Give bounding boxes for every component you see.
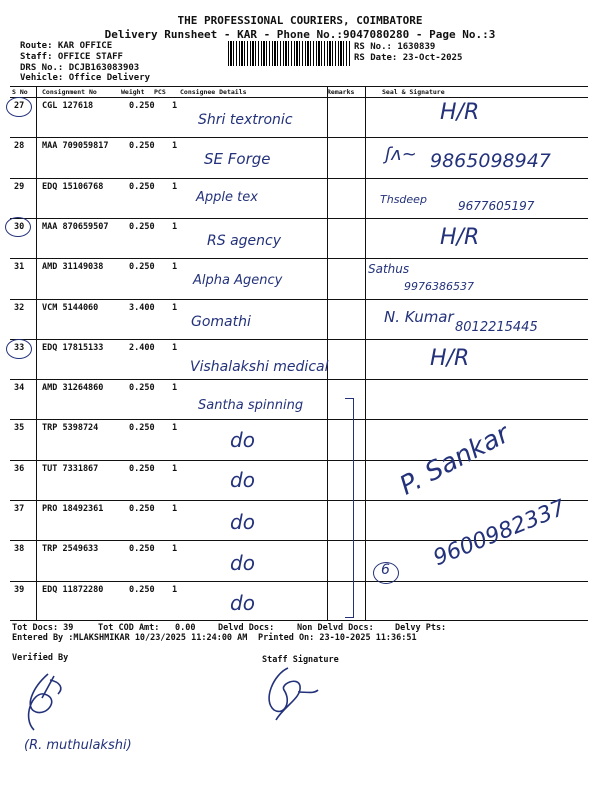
cell-sno: 37: [14, 504, 25, 514]
cell-pcs: 1: [172, 302, 178, 313]
verifier-name: (R. muthulakshi): [24, 738, 132, 753]
staff-signature-label: Staff Signature: [262, 655, 339, 665]
cell-sno: 33: [14, 342, 25, 353]
cell-sno: 36: [14, 463, 25, 474]
cell-sno: 34: [14, 383, 25, 394]
route-label: Route: KAR OFFICE: [20, 41, 113, 51]
hw-sign-29: Thsdeep: [380, 193, 427, 206]
cell-consignment: PRO 18492361: [42, 504, 104, 514]
cell-pcs: 1: [172, 383, 178, 394]
hw-consignee-34: Santha spinning: [198, 398, 304, 413]
cell-weight: 0.250: [129, 584, 155, 595]
col-weight: Weight: [121, 88, 145, 96]
row-divider: [10, 500, 588, 501]
cell-pcs: 1: [172, 262, 178, 273]
cell-weight: 3.400: [129, 302, 155, 313]
cell-consignment: TRP 2549633: [42, 544, 99, 555]
cell-consignment: MAA 709059817: [42, 141, 109, 152]
cell-weight: 0.250: [129, 221, 155, 232]
col-sno: S No: [12, 88, 28, 96]
cell-pcs: 1: [172, 342, 178, 353]
cell-pcs: 1: [172, 101, 178, 111]
cell-consignment: VCM 5144060: [42, 302, 99, 313]
cell-sno: 32: [14, 302, 25, 313]
cell-consignment: AMD 31264860: [42, 383, 104, 394]
cell-sno: 27: [14, 101, 25, 111]
company-title: THE PROFESSIONAL COURIERS, COIMBATORE: [177, 14, 423, 27]
hw-phone-28: 9865098947: [430, 150, 551, 172]
hw-seal-27: H/R: [440, 100, 480, 125]
cell-sno: 30: [14, 221, 25, 232]
runsheet-subtitle: Delivery Runsheet - KAR - Phone No.:9047080280 - Page No.:3: [104, 28, 496, 41]
cell-pcs: 1: [172, 584, 178, 595]
cell-sno: 38: [14, 544, 25, 555]
hw-consignee-33: Vishalakshi medical: [190, 359, 329, 375]
hw-sign-31: Sathus: [368, 262, 410, 276]
cell-sno: 39: [14, 584, 25, 595]
staff-signature: [258, 664, 328, 724]
col-consignee: Consignee Details: [180, 88, 247, 96]
delivery-points: Delvy Pts:: [395, 623, 447, 633]
col-seal-signature: Seal & Signature: [382, 88, 445, 96]
total-cod-label: Tot COD Amt:: [98, 623, 160, 633]
hw-consignee-31: Alpha Agency: [193, 273, 283, 288]
cell-consignment: MAA 870659507: [42, 221, 109, 232]
hw-consignee-38: do: [230, 551, 255, 575]
row-divider: [10, 258, 588, 259]
circle-sno-30: [5, 217, 31, 237]
entered-by: Entered By :MLAKSHMIKAR 10/23/2025 11:24:00 AM: [12, 633, 248, 643]
cell-weight: 0.250: [129, 504, 155, 514]
hw-consignee-27: Shri textronic: [198, 112, 293, 128]
hw-phone-29: 9677605197: [458, 199, 535, 213]
row-divider: [10, 178, 588, 179]
row-divider: [10, 339, 588, 340]
row-divider: [10, 379, 588, 380]
cell-consignment: TUT 7331867: [42, 463, 99, 474]
hw-consignee-32: Gomathi: [191, 314, 251, 330]
row-divider: [10, 460, 588, 461]
hw-consignee-36: do: [230, 468, 255, 492]
hw-consignee-28: SE Forge: [204, 150, 271, 168]
col-remarks: Remarks: [327, 88, 355, 96]
col-consignment: Consignment No: [42, 88, 97, 96]
cell-weight: 0.250: [129, 383, 155, 394]
hw-phone-32: 8012215445: [455, 320, 538, 335]
printed-on: Printed On: 23-10-2025 11:36:51: [258, 633, 417, 643]
row-divider: [10, 218, 588, 219]
drs-number: DRS No.: DCJB163083903: [20, 63, 140, 73]
cell-weight: 0.250: [129, 544, 155, 555]
hw-consignee-39: do: [230, 591, 255, 615]
barcode-image: [228, 41, 350, 66]
total-cod-amount: 0.00: [175, 623, 196, 633]
hw-group-count: 6: [381, 562, 390, 578]
group-bracket: [345, 398, 354, 618]
non-delivered-docs: Non Delvd Docs:: [297, 623, 374, 633]
cell-consignment: EDQ 11872280: [42, 584, 104, 595]
cell-sno: 31: [14, 262, 25, 273]
cell-weight: 0.250: [129, 101, 155, 111]
cell-weight: 0.250: [129, 423, 155, 434]
cell-consignment: CGL 127618: [42, 101, 94, 111]
hw-sign-28: ʃʌ~: [385, 144, 417, 165]
cell-sno: 28: [14, 141, 25, 152]
col-pcs: PCS: [154, 88, 166, 96]
cell-weight: 0.250: [129, 463, 155, 474]
cell-consignment: AMD 31149038: [42, 262, 104, 273]
cell-pcs: 1: [172, 221, 178, 232]
row-divider: [10, 299, 588, 300]
hw-seal-33: H/R: [430, 346, 470, 371]
cell-weight: 0.250: [129, 141, 155, 152]
vehicle-label: Vehicle: Office Delivery: [20, 73, 151, 83]
hw-phone-31: 9976386537: [404, 280, 474, 293]
staff-label: Staff: OFFICE STAFF: [20, 52, 123, 62]
hw-consignee-29: Apple tex: [196, 190, 258, 205]
cell-consignment: TRP 5398724: [42, 423, 99, 434]
total-docs: Tot Docs: 39: [12, 623, 74, 633]
hw-consignee-35: do: [230, 428, 255, 452]
cell-weight: 0.250: [129, 181, 155, 192]
cell-consignment: EDQ 17815133: [42, 342, 104, 353]
hw-group-phone: 9600982337: [430, 495, 570, 572]
cell-weight: 0.250: [129, 262, 155, 273]
row-divider: [10, 581, 588, 582]
cell-pcs: 1: [172, 463, 178, 474]
delivered-docs: Delvd Docs:: [218, 623, 275, 633]
cell-weight: 2.400: [129, 342, 155, 353]
hw-group-sign: P. Sankar: [395, 419, 515, 502]
verifier-signature: [14, 668, 84, 738]
cell-pcs: 1: [172, 504, 178, 514]
hw-seal-30: H/R: [440, 225, 480, 250]
cell-pcs: 1: [172, 181, 178, 192]
cell-pcs: 1: [172, 544, 178, 555]
cell-sno: 29: [14, 181, 25, 192]
cell-pcs: 1: [172, 423, 178, 434]
cell-consignment: EDQ 15106768: [42, 181, 104, 192]
hw-seal-32: N. Kumar: [384, 308, 454, 326]
cell-sno: 35: [14, 423, 25, 434]
rs-number: RS No.: 1630839: [354, 42, 436, 52]
circle-sno-27: [6, 97, 32, 117]
row-divider: [10, 137, 588, 138]
hw-consignee-30: RS agency: [207, 233, 281, 249]
rs-date: RS Date: 23-Oct-2025: [354, 53, 463, 63]
hw-consignee-37: do: [230, 510, 255, 534]
cell-pcs: 1: [172, 141, 178, 152]
verified-by-label: Verified By: [12, 653, 69, 663]
circle-sno-33: [6, 339, 32, 359]
